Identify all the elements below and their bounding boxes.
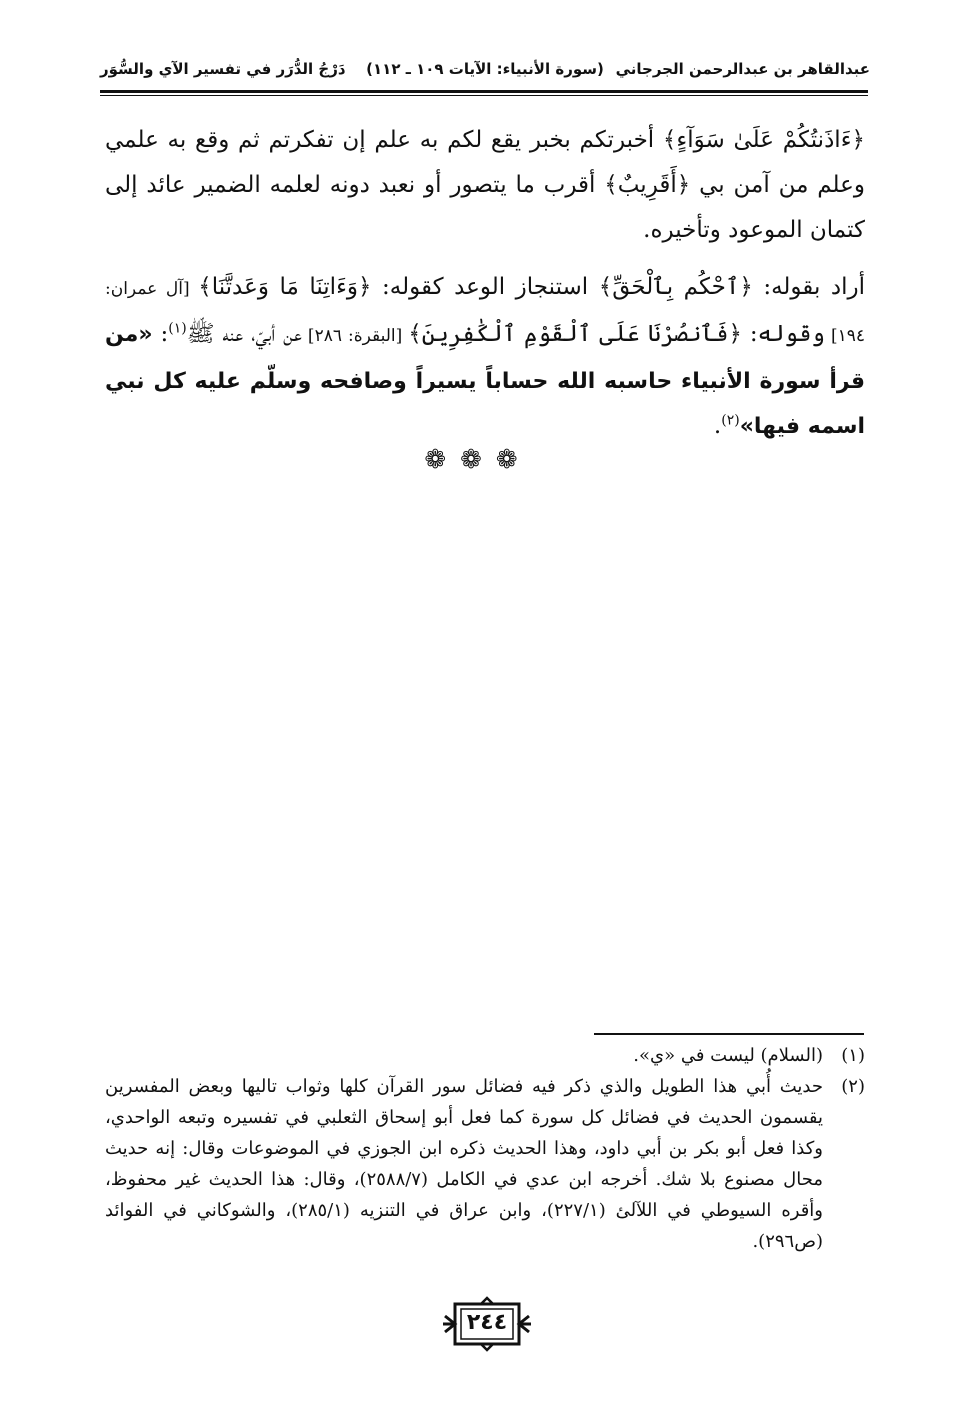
header-section: (سورة الأنبياء: الآيات ١٠٩ ـ ١١٢) xyxy=(366,60,604,78)
quran-quote: ﴿أَقَرِيبٌ﴾ xyxy=(604,172,691,198)
paragraph-1 xyxy=(105,118,865,253)
footnote-marker: (١) xyxy=(168,320,187,337)
text-run: أخبرتكم بخبر يقع لكم به علم إن تفكرتم ثم وقع به علمي وعلم من آمن بي xyxy=(105,127,865,198)
text-run: أقرب ما يتصور أو نعبد دونه لعلمه الضمير عائد إلى كتمان الموعود وتأخيره. xyxy=(105,172,865,243)
footnotes xyxy=(105,1040,865,1257)
footnote-rule xyxy=(594,1033,864,1035)
text-run: : xyxy=(152,321,169,347)
paragraph-2 xyxy=(105,265,865,449)
main-text xyxy=(105,118,865,461)
page-number-ornament xyxy=(441,1296,533,1352)
verse-reference: [آل عمران: ١٩٤] xyxy=(105,279,866,346)
footnote-number: (٢) xyxy=(841,1076,865,1097)
verse-reference: [البقرة: ٢٨٦] xyxy=(301,326,409,346)
text-run: . xyxy=(713,413,722,439)
header-author: عبدالقاهر بن عبدالرحمن الجرجاني xyxy=(615,60,870,78)
text-run: استنجاز الوعد كقوله: xyxy=(371,274,599,300)
header-book-title: دَرْجُ الدُّرَر في تفسير الآي والسُّوَر xyxy=(100,60,346,78)
page-number: ٢٤٤ xyxy=(466,1310,508,1335)
footnote-marker: (٢) xyxy=(721,412,740,429)
header-rule-thin xyxy=(100,95,868,96)
footnote-item xyxy=(105,1071,865,1257)
header-rule-thick xyxy=(100,90,868,93)
quran-quote: ﴿فَٱنصُرْنَا عَلَى ٱلْقَوْمِ ٱلْكَٰفِرِينَ﴾ xyxy=(408,321,742,347)
section-separator: ❁❁❁ xyxy=(424,445,532,475)
text-run: أراد بقوله: xyxy=(752,274,865,300)
quran-quote: ﴿ءَاذَنتُكُمْ عَلَىٰ سَوَآءٍ﴾ xyxy=(662,127,865,153)
running-header xyxy=(100,58,870,86)
hadith-text: «من قرأ سورة الأنبياء حاسبه الله حساباً يسيراً وصافحه وسلّم عليه كل نبي اسمه فيها» xyxy=(105,322,865,439)
text-run: وقوله: xyxy=(741,321,825,347)
quran-quote: ﴿وَءَاتِنَا مَا وَعَدتَّنَا﴾ xyxy=(198,274,372,300)
quran-quote: ﴿ٱحْكُم بِٱلْحَقِّ﴾ xyxy=(598,274,753,300)
footnote-text: حديث أُبي هذا الطويل والذي ذكر فيه فضائل سور القرآن كلها وثواب تاليها وبعض المفسرين يقسمون الحديث في فضائل كل سورة كما فعل أبو إسحاق الثعلبي في تفسيره وتبعه الواحدي، وكذا فعل أبو بكر بن أبي داود، وهذا الحديث ذكره ابن الجوزي في الموضوعات وقال: إنه حديث محال مصنوع بلا شك. أخرجه ابن عدي في الكامل (٢٥٨٨/٧)، وقال: هذا الحديث غير محفوظ، وأقره السيوطي في اللآلئ (٢٢٧/١)، وابن عراق في التنزيه (٢٨٥/١)، والشوكاني في الفوائد (ص٢٩٦). xyxy=(105,1076,823,1252)
footnote-number: (١) xyxy=(841,1045,865,1066)
footnote-text: (السلام) ليست في «ي». xyxy=(633,1045,823,1066)
footnote-item xyxy=(105,1040,865,1071)
text-run: عن أبيّ، عنه ﷺ xyxy=(186,321,302,347)
